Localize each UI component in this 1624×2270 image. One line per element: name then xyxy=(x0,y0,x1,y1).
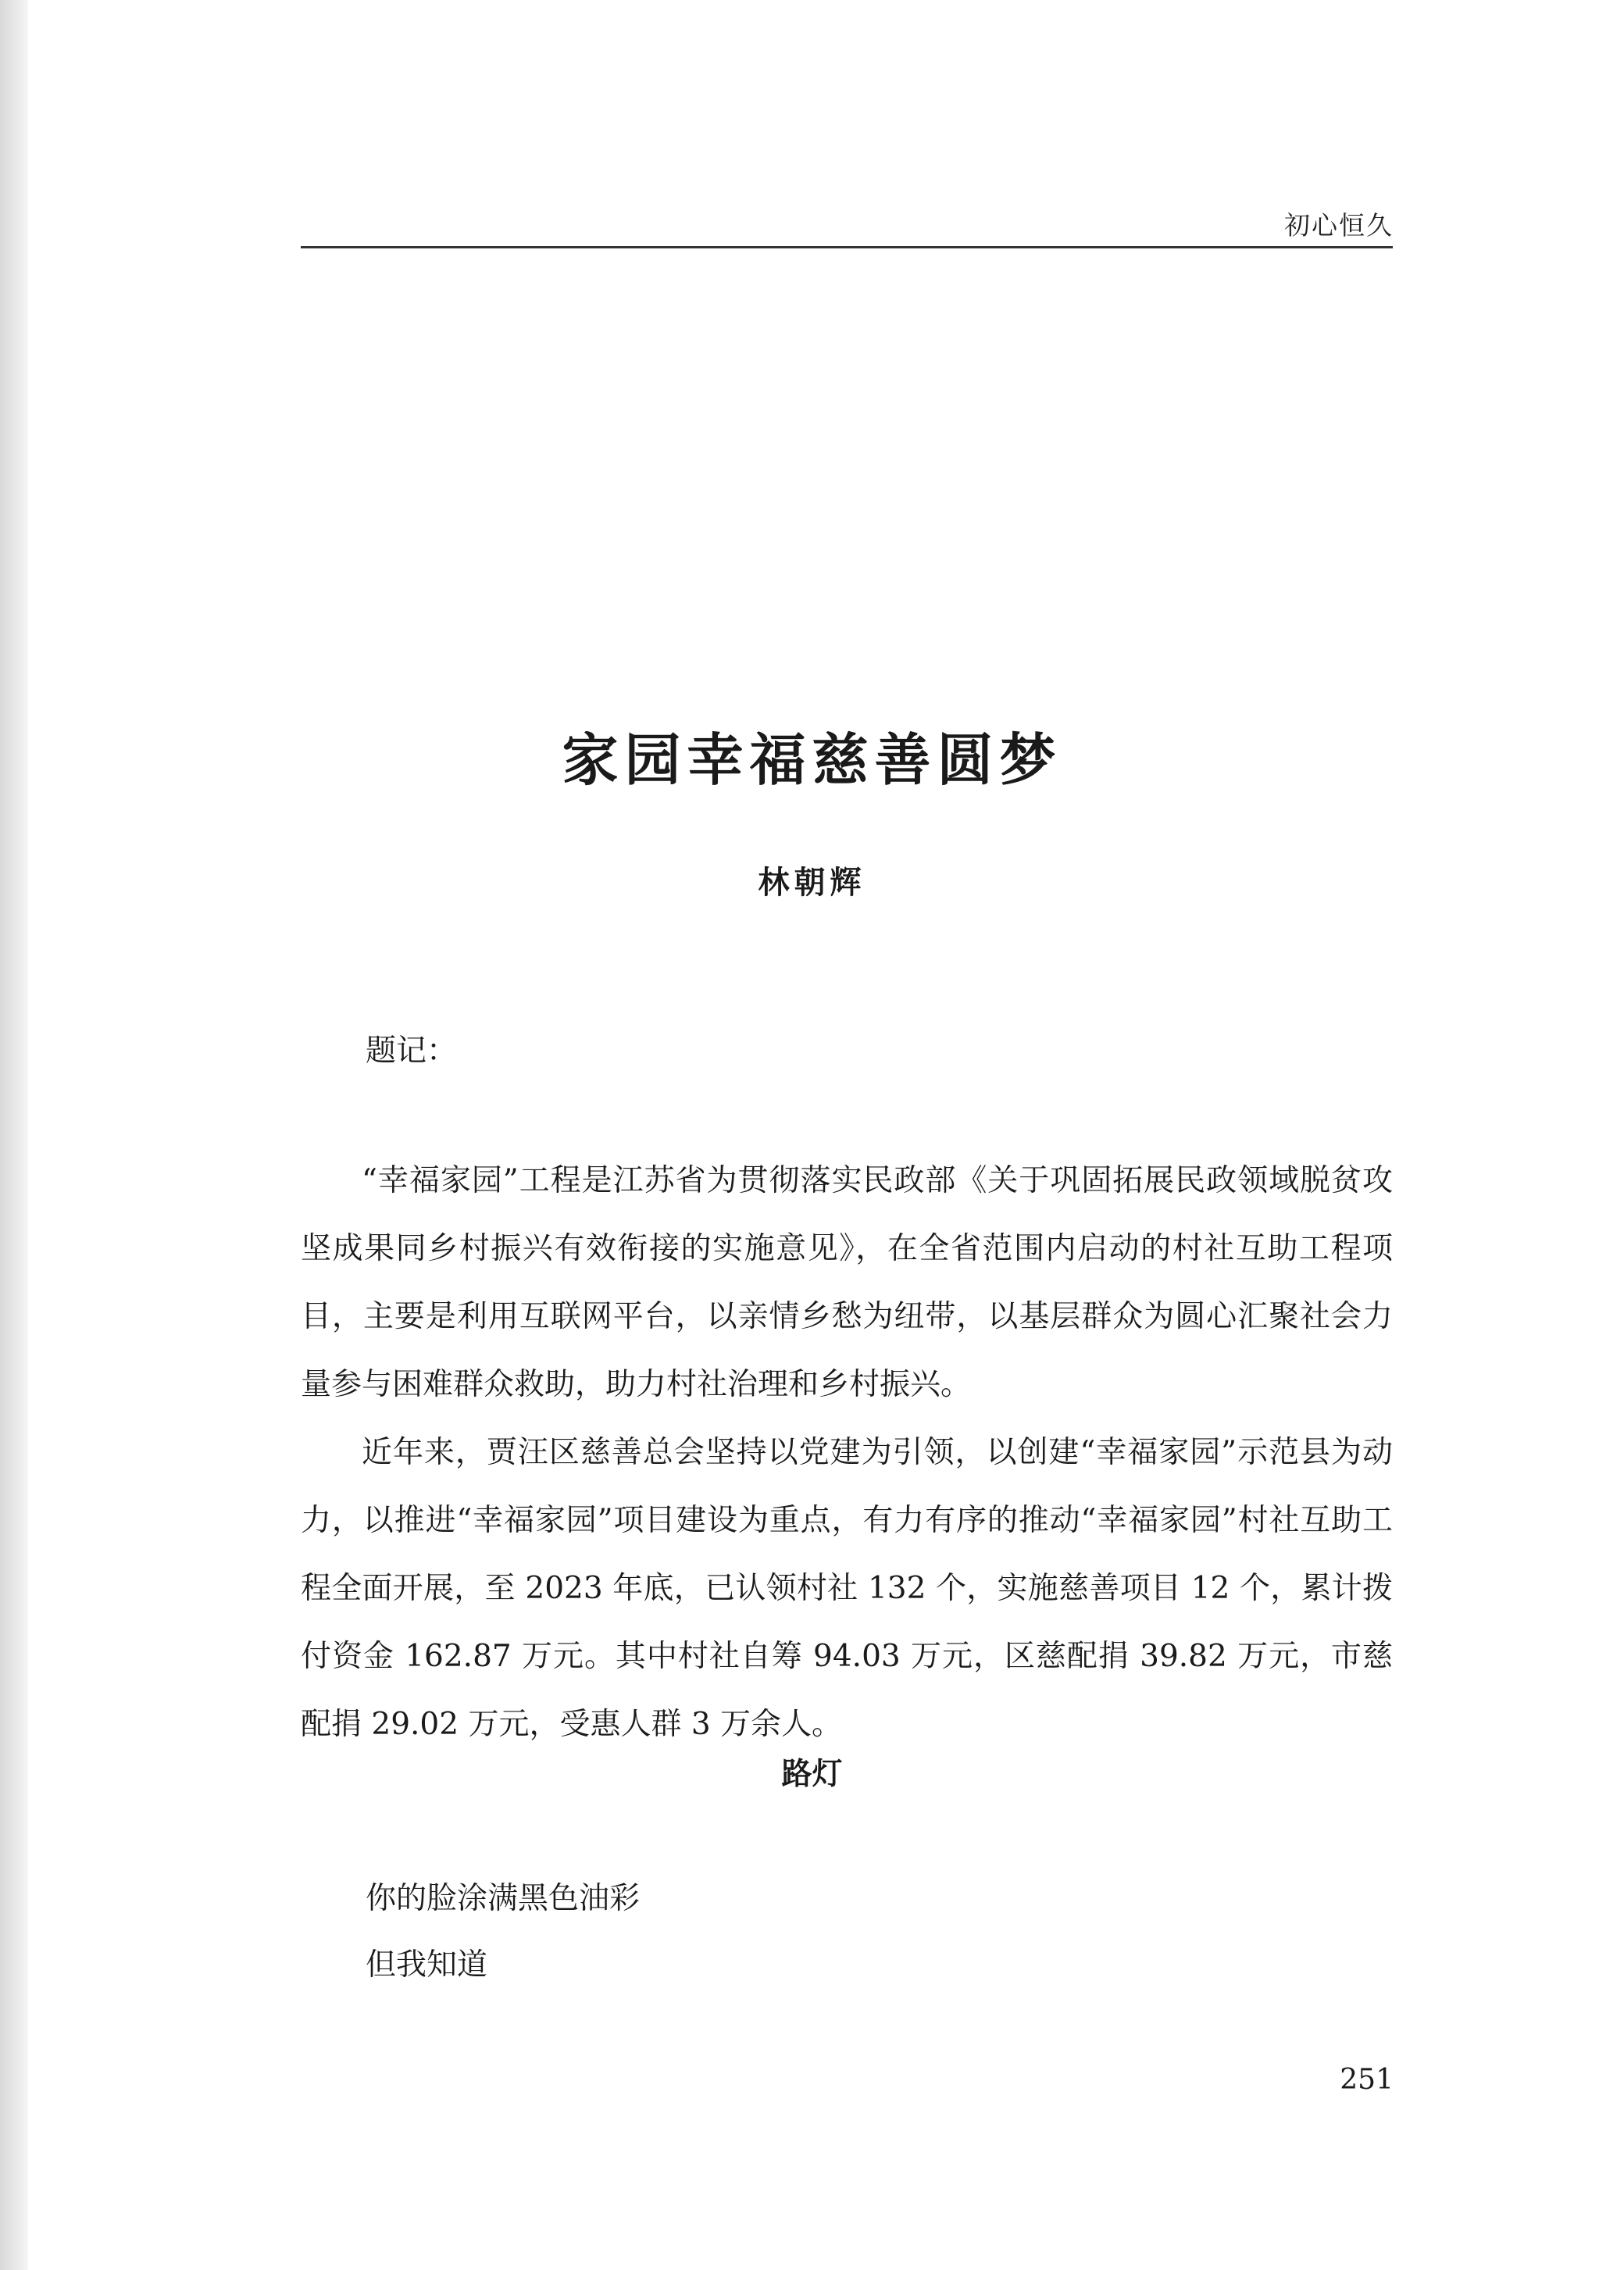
epigraph-label: 题记： xyxy=(366,1033,458,1069)
poem-line: 但我知道 xyxy=(366,1947,488,1983)
page-number: 251 xyxy=(1340,2064,1394,2096)
running-header: 初心恒久 xyxy=(1284,210,1394,241)
page-spine-shadow xyxy=(0,0,28,2270)
article-author: 林朝辉 xyxy=(758,864,866,901)
article-body xyxy=(301,1147,1393,1758)
paragraph: “幸福家园”工程是江苏省为贯彻落实民政部《关于巩固拓展民政领域脱贫攻坚成果同乡村振兴有效衔接的实施意见》，在全省范围内启动的村社互助工程项目，主要是利用互联网平台，以亲情乡愁为纽带，以基层群众为圆心汇聚社会力量参与困难群众救助，助力村社治理和乡村振兴。 xyxy=(301,1163,1393,1402)
poem-line: 你的脸涂满黑色油彩 xyxy=(366,1881,641,1916)
paragraph: 近年来，贾汪区慈善总会坚持以党建为引领，以创建“幸福家园”示范县为动力，以推进“幸福家园”项目建设为重点，有力有序的推动“幸福家园”村社互助工程全面开展，至 2023 年底，已认领村社 132 个，实施慈善项目 12 个，累计拨付资金 162.87 万元。其中村社自筹 94.03 万元，区慈配捐 39.82 万元，市慈配捐 29.02 万元，受惠人群 3 万余人。 xyxy=(301,1435,1393,1742)
poem-title: 路灯 xyxy=(781,1757,843,1792)
header-rule xyxy=(301,246,1393,248)
article-title: 家园幸福慈善圆梦 xyxy=(562,726,1062,793)
poem-body xyxy=(366,1865,640,1998)
